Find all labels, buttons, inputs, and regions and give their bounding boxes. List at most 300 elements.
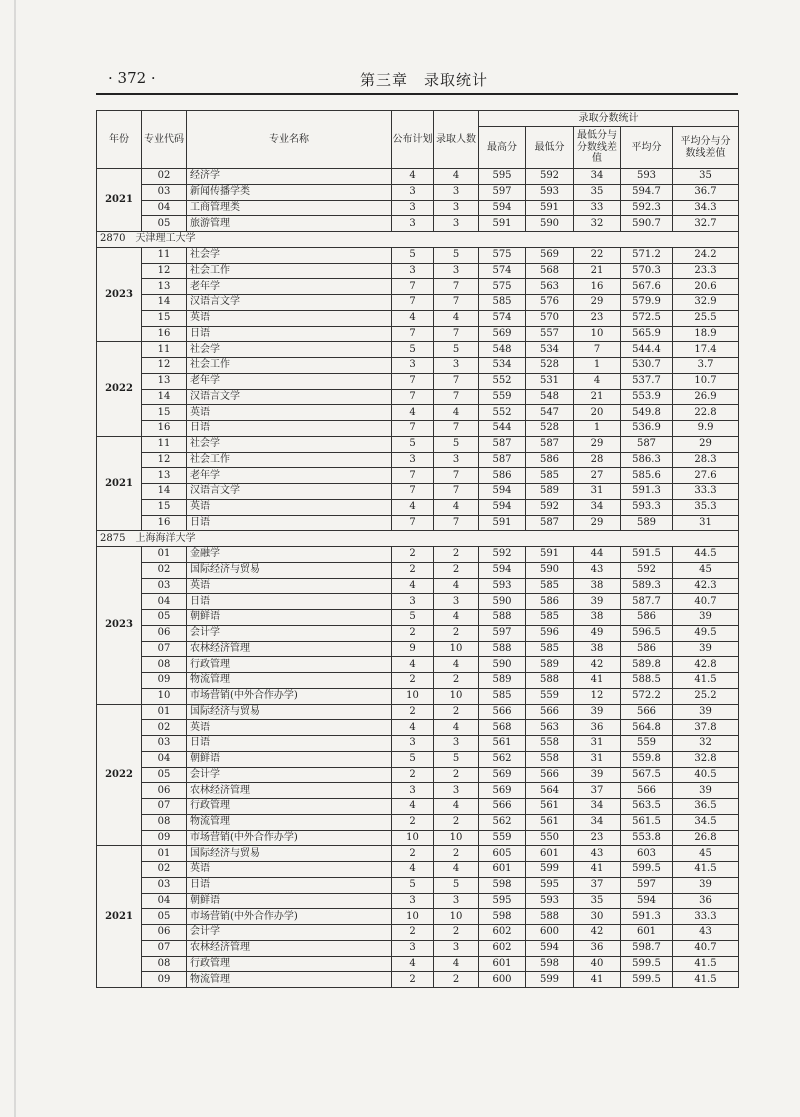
admitted-cell: 4 (434, 405, 479, 421)
table-row (97, 830, 739, 846)
max-score-cell: 575 (479, 279, 526, 295)
chapter-title: 第三章 录取统计 (360, 71, 489, 89)
table-row (97, 515, 739, 531)
max-score-cell: 585 (479, 688, 526, 704)
min-diff-cell: 21 (574, 263, 621, 279)
avg-diff-cell: 39 (673, 641, 739, 657)
major-code-cell: 09 (142, 972, 187, 988)
avg-diff-cell: 40.5 (673, 767, 739, 783)
avg-diff-cell: 41.5 (673, 862, 739, 878)
avg-diff-cell: 35 (673, 169, 739, 185)
admitted-cell: 5 (434, 247, 479, 263)
min-score-cell: 558 (526, 736, 574, 752)
plan-cell: 5 (392, 610, 434, 626)
major-name-cell: 日语 (187, 515, 392, 531)
table-row (97, 436, 739, 452)
major-code-cell: 12 (142, 452, 187, 468)
plan-cell: 5 (392, 342, 434, 358)
table-row (97, 720, 739, 736)
min-score-cell: 586 (526, 594, 574, 610)
major-name-cell: 日语 (187, 736, 392, 752)
min-diff-cell: 31 (574, 751, 621, 767)
major-code-cell: 07 (142, 799, 187, 815)
max-score-cell: 594 (479, 484, 526, 500)
max-score-cell: 585 (479, 295, 526, 311)
plan-cell: 2 (392, 547, 434, 563)
header-plan: 公布计划 (392, 111, 434, 169)
max-score-cell: 594 (479, 499, 526, 515)
avg-score-cell: 530.7 (621, 358, 673, 374)
min-diff-cell: 33 (574, 200, 621, 216)
min-score-cell: 528 (526, 358, 574, 374)
major-code-cell: 03 (142, 578, 187, 594)
plan-cell: 4 (392, 956, 434, 972)
university-label: 2875 上海海洋大学 (97, 531, 739, 547)
plan-cell: 7 (392, 373, 434, 389)
max-score-cell: 588 (479, 610, 526, 626)
admitted-cell: 4 (434, 578, 479, 594)
avg-score-cell: 586 (621, 641, 673, 657)
table-row (97, 736, 739, 752)
major-name-cell: 英语 (187, 862, 392, 878)
min-diff-cell: 44 (574, 547, 621, 563)
avg-score-cell: 592 (621, 562, 673, 578)
major-name-cell: 金融学 (187, 547, 392, 563)
max-score-cell: 601 (479, 956, 526, 972)
table-row (97, 405, 739, 421)
table-body (97, 169, 739, 988)
plan-cell: 4 (392, 499, 434, 515)
min-score-cell: 600 (526, 925, 574, 941)
max-score-cell: 569 (479, 783, 526, 799)
max-score-cell: 562 (479, 751, 526, 767)
admitted-cell: 3 (434, 263, 479, 279)
major-code-cell: 02 (142, 862, 187, 878)
major-name-cell: 汉语言文学 (187, 484, 392, 500)
table-row (97, 594, 739, 610)
major-name-cell: 国际经济与贸易 (187, 704, 392, 720)
max-score-cell: 552 (479, 405, 526, 421)
admitted-cell: 2 (434, 547, 479, 563)
min-diff-cell: 29 (574, 515, 621, 531)
min-diff-cell: 41 (574, 862, 621, 878)
university-row (97, 232, 739, 248)
admitted-cell: 3 (434, 940, 479, 956)
major-code-cell: 09 (142, 673, 187, 689)
table-row (97, 704, 739, 720)
avg-diff-cell: 41.5 (673, 673, 739, 689)
avg-score-cell: 589.3 (621, 578, 673, 594)
avg-diff-cell: 32.7 (673, 216, 739, 232)
major-name-cell: 英语 (187, 578, 392, 594)
plan-cell: 2 (392, 767, 434, 783)
plan-cell: 2 (392, 972, 434, 988)
max-score-cell: 597 (479, 184, 526, 200)
header-min-diff: 最低分与分数线差值 (574, 127, 621, 169)
admitted-cell: 3 (434, 594, 479, 610)
avg-diff-cell: 42.8 (673, 657, 739, 673)
plan-cell: 3 (392, 893, 434, 909)
table-row (97, 310, 739, 326)
major-name-cell: 日语 (187, 421, 392, 437)
max-score-cell: 597 (479, 625, 526, 641)
avg-score-cell: 585.6 (621, 468, 673, 484)
avg-diff-cell: 33.3 (673, 909, 739, 925)
min-score-cell: 564 (526, 783, 574, 799)
plan-cell: 7 (392, 515, 434, 531)
min-score-cell: 566 (526, 767, 574, 783)
admitted-cell: 2 (434, 814, 479, 830)
major-name-cell: 日语 (187, 594, 392, 610)
max-score-cell: 548 (479, 342, 526, 358)
min-score-cell: 534 (526, 342, 574, 358)
major-code-cell: 08 (142, 956, 187, 972)
plan-cell: 10 (392, 830, 434, 846)
avg-score-cell: 549.8 (621, 405, 673, 421)
avg-score-cell: 537.7 (621, 373, 673, 389)
major-name-cell: 朝鲜语 (187, 610, 392, 626)
min-score-cell: 599 (526, 972, 574, 988)
min-score-cell: 528 (526, 421, 574, 437)
table-row (97, 956, 739, 972)
plan-cell: 7 (392, 326, 434, 342)
year-cell: 2023 (97, 547, 142, 705)
min-diff-cell: 29 (574, 436, 621, 452)
admitted-cell: 7 (434, 515, 479, 531)
admitted-cell: 7 (434, 295, 479, 311)
major-code-cell: 13 (142, 279, 187, 295)
avg-score-cell: 561.5 (621, 814, 673, 830)
avg-score-cell: 571.2 (621, 247, 673, 263)
major-code-cell: 08 (142, 657, 187, 673)
admitted-cell: 3 (434, 184, 479, 200)
min-diff-cell: 31 (574, 484, 621, 500)
avg-score-cell: 572.5 (621, 310, 673, 326)
avg-score-cell: 586.3 (621, 452, 673, 468)
avg-score-cell: 553.8 (621, 830, 673, 846)
admitted-cell: 2 (434, 767, 479, 783)
table-row (97, 389, 739, 405)
min-score-cell: 563 (526, 279, 574, 295)
avg-diff-cell: 36.5 (673, 799, 739, 815)
min-score-cell: 531 (526, 373, 574, 389)
min-score-cell: 570 (526, 310, 574, 326)
header-major-code: 专业代码 (142, 111, 187, 169)
max-score-cell: 544 (479, 421, 526, 437)
table-row (97, 547, 739, 563)
min-diff-cell: 12 (574, 688, 621, 704)
plan-cell: 3 (392, 783, 434, 799)
admitted-cell: 10 (434, 688, 479, 704)
major-code-cell: 16 (142, 326, 187, 342)
min-score-cell: 590 (526, 216, 574, 232)
major-code-cell: 12 (142, 358, 187, 374)
max-score-cell: 601 (479, 862, 526, 878)
plan-cell: 10 (392, 688, 434, 704)
avg-diff-cell: 34.5 (673, 814, 739, 830)
avg-score-cell: 586 (621, 610, 673, 626)
avg-score-cell: 536.9 (621, 421, 673, 437)
table-row (97, 610, 739, 626)
header-avg-diff: 平均分与分数线差值 (673, 127, 739, 169)
min-score-cell: 585 (526, 578, 574, 594)
admission-table-container (96, 110, 738, 988)
avg-diff-cell: 35.3 (673, 499, 739, 515)
major-name-cell: 汉语言文学 (187, 389, 392, 405)
header-major-name: 专业名称 (187, 111, 392, 169)
table-row (97, 200, 739, 216)
min-score-cell: 558 (526, 751, 574, 767)
avg-score-cell: 601 (621, 925, 673, 941)
major-code-cell: 03 (142, 184, 187, 200)
admitted-cell: 4 (434, 610, 479, 626)
avg-score-cell: 570.3 (621, 263, 673, 279)
avg-diff-cell: 24.2 (673, 247, 739, 263)
avg-diff-cell: 17.4 (673, 342, 739, 358)
major-name-cell: 旅游管理 (187, 216, 392, 232)
min-diff-cell: 37 (574, 783, 621, 799)
major-name-cell: 英语 (187, 499, 392, 515)
major-name-cell: 社会学 (187, 247, 392, 263)
major-code-cell: 15 (142, 405, 187, 421)
admission-score-table (96, 110, 739, 988)
major-code-cell: 07 (142, 940, 187, 956)
plan-cell: 5 (392, 247, 434, 263)
major-code-cell: 01 (142, 547, 187, 563)
avg-score-cell: 567.6 (621, 279, 673, 295)
min-score-cell: 550 (526, 830, 574, 846)
min-diff-cell: 23 (574, 310, 621, 326)
admitted-cell: 7 (434, 326, 479, 342)
avg-score-cell: 592.3 (621, 200, 673, 216)
major-name-cell: 农林经济管理 (187, 783, 392, 799)
table-row (97, 326, 739, 342)
major-code-cell: 02 (142, 169, 187, 185)
min-diff-cell: 22 (574, 247, 621, 263)
major-name-cell: 汉语言文学 (187, 295, 392, 311)
min-diff-cell: 34 (574, 499, 621, 515)
header-year: 年份 (97, 111, 142, 169)
min-score-cell: 591 (526, 200, 574, 216)
min-score-cell: 599 (526, 862, 574, 878)
table-row (97, 499, 739, 515)
table-row (97, 421, 739, 437)
avg-diff-cell: 44.5 (673, 547, 739, 563)
avg-diff-cell: 20.6 (673, 279, 739, 295)
year-cell: 2021 (97, 436, 142, 531)
min-score-cell: 557 (526, 326, 574, 342)
avg-score-cell: 603 (621, 846, 673, 862)
avg-score-cell: 594 (621, 893, 673, 909)
admitted-cell: 7 (434, 389, 479, 405)
page-number: · 372 · (108, 69, 156, 87)
major-code-cell: 11 (142, 342, 187, 358)
max-score-cell: 605 (479, 846, 526, 862)
avg-score-cell: 544.4 (621, 342, 673, 358)
avg-diff-cell: 49.5 (673, 625, 739, 641)
admitted-cell: 4 (434, 310, 479, 326)
table-row (97, 169, 739, 185)
major-name-cell: 会计学 (187, 767, 392, 783)
major-name-cell: 物流管理 (187, 673, 392, 689)
major-name-cell: 农林经济管理 (187, 641, 392, 657)
major-code-cell: 04 (142, 200, 187, 216)
min-score-cell: 595 (526, 877, 574, 893)
min-score-cell: 561 (526, 799, 574, 815)
max-score-cell: 574 (479, 310, 526, 326)
avg-score-cell: 566 (621, 704, 673, 720)
plan-cell: 4 (392, 310, 434, 326)
plan-cell: 2 (392, 925, 434, 941)
major-code-cell: 10 (142, 688, 187, 704)
avg-diff-cell: 43 (673, 925, 739, 941)
avg-score-cell: 566 (621, 783, 673, 799)
min-score-cell: 589 (526, 657, 574, 673)
max-score-cell: 594 (479, 562, 526, 578)
major-code-cell: 04 (142, 751, 187, 767)
avg-score-cell: 596.5 (621, 625, 673, 641)
max-score-cell: 534 (479, 358, 526, 374)
major-code-cell: 15 (142, 310, 187, 326)
major-name-cell: 朝鲜语 (187, 751, 392, 767)
admitted-cell: 10 (434, 830, 479, 846)
avg-diff-cell: 18.9 (673, 326, 739, 342)
min-diff-cell: 36 (574, 720, 621, 736)
major-code-cell: 03 (142, 877, 187, 893)
min-diff-cell: 36 (574, 940, 621, 956)
major-name-cell: 物流管理 (187, 972, 392, 988)
avg-score-cell: 587.7 (621, 594, 673, 610)
admitted-cell: 7 (434, 373, 479, 389)
plan-cell: 9 (392, 641, 434, 657)
table-row (97, 893, 739, 909)
min-diff-cell: 38 (574, 578, 621, 594)
min-diff-cell: 34 (574, 169, 621, 185)
avg-diff-cell: 39 (673, 610, 739, 626)
table-row (97, 578, 739, 594)
avg-diff-cell: 32 (673, 736, 739, 752)
year-cell: 2021 (97, 846, 142, 988)
max-score-cell: 566 (479, 704, 526, 720)
min-diff-cell: 4 (574, 373, 621, 389)
admitted-cell: 5 (434, 342, 479, 358)
header-admitted: 录取人数 (434, 111, 479, 169)
admitted-cell: 4 (434, 657, 479, 673)
table-row (97, 877, 739, 893)
major-name-cell: 英语 (187, 310, 392, 326)
admitted-cell: 7 (434, 484, 479, 500)
plan-cell: 7 (392, 279, 434, 295)
plan-cell: 3 (392, 452, 434, 468)
admitted-cell: 4 (434, 499, 479, 515)
max-score-cell: 592 (479, 547, 526, 563)
table-row (97, 673, 739, 689)
avg-diff-cell: 23.3 (673, 263, 739, 279)
avg-diff-cell: 39 (673, 704, 739, 720)
avg-diff-cell: 29 (673, 436, 739, 452)
min-score-cell: 585 (526, 641, 574, 657)
avg-diff-cell: 10.7 (673, 373, 739, 389)
min-score-cell: 588 (526, 909, 574, 925)
avg-diff-cell: 40.7 (673, 940, 739, 956)
min-score-cell: 593 (526, 893, 574, 909)
major-name-cell: 行政管理 (187, 657, 392, 673)
avg-score-cell: 579.9 (621, 295, 673, 311)
major-code-cell: 16 (142, 515, 187, 531)
plan-cell: 2 (392, 846, 434, 862)
table-row (97, 216, 739, 232)
min-score-cell: 594 (526, 940, 574, 956)
major-name-cell: 社会学 (187, 436, 392, 452)
table-row (97, 783, 739, 799)
min-score-cell: 593 (526, 184, 574, 200)
table-row (97, 247, 739, 263)
min-diff-cell: 16 (574, 279, 621, 295)
avg-score-cell: 567.5 (621, 767, 673, 783)
table-row (97, 751, 739, 767)
min-diff-cell: 37 (574, 877, 621, 893)
min-diff-cell: 30 (574, 909, 621, 925)
header-score-stats: 录取分数统计 (479, 111, 739, 127)
admitted-cell: 2 (434, 925, 479, 941)
avg-score-cell: 563.5 (621, 799, 673, 815)
table-row (97, 484, 739, 500)
major-code-cell: 06 (142, 925, 187, 941)
max-score-cell: 589 (479, 673, 526, 689)
min-score-cell: 587 (526, 515, 574, 531)
table-row (97, 641, 739, 657)
major-code-cell: 04 (142, 594, 187, 610)
major-code-cell: 13 (142, 468, 187, 484)
admitted-cell: 2 (434, 972, 479, 988)
plan-cell: 2 (392, 673, 434, 689)
avg-diff-cell: 25.5 (673, 310, 739, 326)
avg-diff-cell: 26.8 (673, 830, 739, 846)
avg-diff-cell: 34.3 (673, 200, 739, 216)
avg-diff-cell: 40.7 (673, 594, 739, 610)
major-code-cell: 15 (142, 499, 187, 515)
table-row (97, 358, 739, 374)
avg-diff-cell: 32.8 (673, 751, 739, 767)
max-score-cell: 591 (479, 216, 526, 232)
major-name-cell: 会计学 (187, 925, 392, 941)
max-score-cell: 602 (479, 940, 526, 956)
plan-cell: 4 (392, 862, 434, 878)
plan-cell: 4 (392, 405, 434, 421)
max-score-cell: 559 (479, 830, 526, 846)
major-code-cell: 14 (142, 389, 187, 405)
plan-cell: 4 (392, 720, 434, 736)
avg-score-cell: 591.3 (621, 484, 673, 500)
admitted-cell: 3 (434, 358, 479, 374)
min-diff-cell: 49 (574, 625, 621, 641)
max-score-cell: 594 (479, 200, 526, 216)
plan-cell: 3 (392, 200, 434, 216)
min-score-cell: 568 (526, 263, 574, 279)
avg-score-cell: 591.3 (621, 909, 673, 925)
avg-score-cell: 599.5 (621, 862, 673, 878)
min-score-cell: 576 (526, 295, 574, 311)
admitted-cell: 2 (434, 704, 479, 720)
admitted-cell: 3 (434, 200, 479, 216)
plan-cell: 3 (392, 263, 434, 279)
avg-score-cell: 599.5 (621, 956, 673, 972)
major-code-cell: 01 (142, 704, 187, 720)
avg-diff-cell: 28.3 (673, 452, 739, 468)
plan-cell: 7 (392, 389, 434, 405)
major-name-cell: 物流管理 (187, 814, 392, 830)
min-diff-cell: 39 (574, 704, 621, 720)
